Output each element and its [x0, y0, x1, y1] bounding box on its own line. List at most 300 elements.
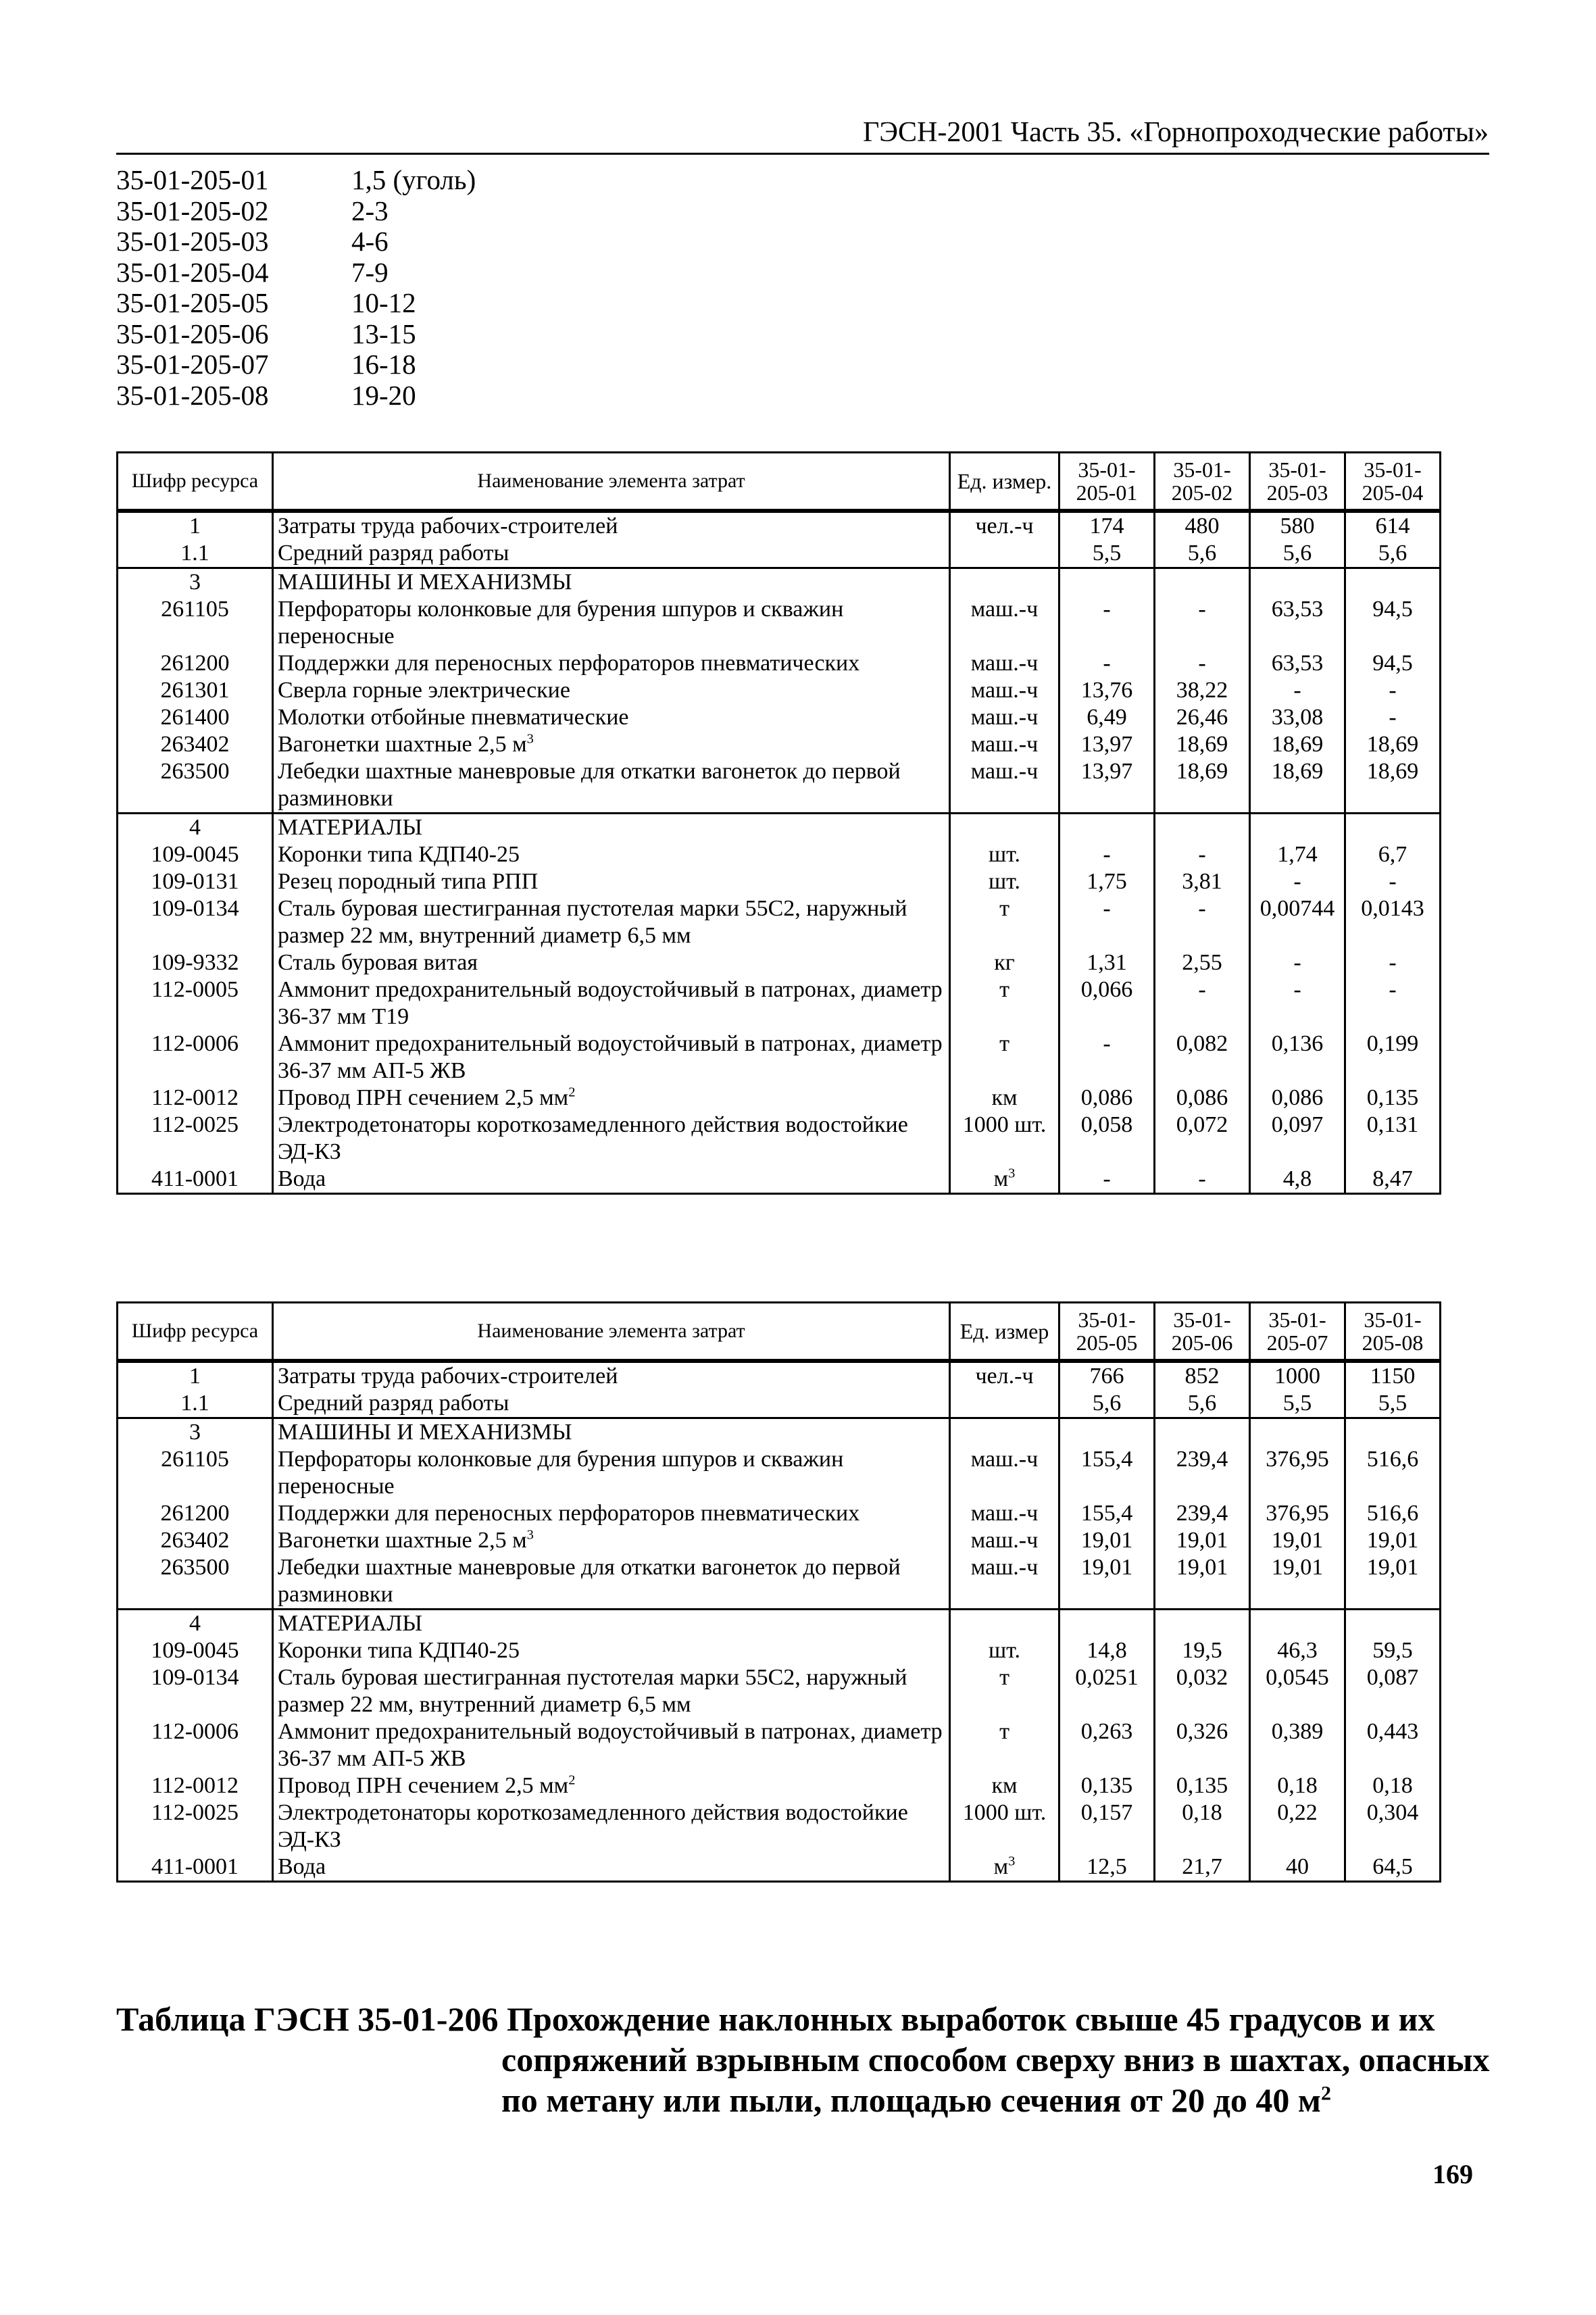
cell-value: -	[1345, 868, 1441, 895]
cell-unit-text: маш.-ч	[970, 1501, 1039, 1526]
cell-value: 239,4	[1155, 1500, 1250, 1527]
code-list-value: 4-6	[351, 226, 389, 257]
code-list-code: 35-01-205-07	[116, 349, 269, 380]
table-row	[118, 1166, 1441, 1194]
cell-unit-text: маш.-ч	[970, 1555, 1039, 1580]
cell-value: 0,389	[1250, 1718, 1345, 1772]
cell-unit-sup: 3	[1008, 1166, 1016, 1181]
cell-value: 3,81	[1155, 868, 1250, 895]
code-list-value: 10-12	[351, 287, 416, 318]
cell-value	[1250, 1418, 1345, 1447]
col-header-norm-bottom: 205-05	[1076, 1330, 1138, 1355]
cell-name-text: Аммонит предохранительный водоустойчивый в патронах, диаметр 36-37 мм Т19	[278, 977, 943, 1029]
cell-value: 0,135	[1059, 1772, 1155, 1799]
cell-name-sup: 2	[568, 1085, 576, 1100]
cell-name-text: Лебедки шахтные маневровые для откатки вагонеток до первой разминовки	[278, 759, 901, 811]
cell-value: 46,3	[1250, 1637, 1345, 1664]
cell-value: 766	[1059, 1361, 1155, 1390]
cell-value: -	[1155, 841, 1250, 868]
cell-unit-text: т	[999, 896, 1009, 921]
cell-unit	[950, 540, 1059, 568]
cell-code: 411-0001	[118, 1853, 273, 1882]
cell-unit	[950, 949, 1059, 976]
cell-unit	[950, 731, 1059, 758]
cell-name-text: Аммонит предохранительный водоустойчивый в патронах, диаметр 36-37 мм АП-5 ЖВ	[278, 1719, 943, 1771]
cell-code: 261200	[118, 1500, 273, 1527]
cell-name	[273, 1527, 950, 1554]
table-row	[118, 1664, 1441, 1718]
cell-value: 40	[1250, 1853, 1345, 1882]
cell-value: 19,01	[1059, 1527, 1155, 1554]
table-row	[118, 976, 1441, 1030]
col-header-norm-top: 35-01-	[1364, 1308, 1422, 1332]
cell-value: 0,131	[1345, 1112, 1441, 1166]
col-header-norm	[1059, 453, 1155, 512]
code-list-item	[116, 288, 476, 319]
cell-code: 112-0006	[118, 1718, 273, 1772]
cell-code: 1.1	[118, 1390, 273, 1418]
cell-code: 1	[118, 1361, 273, 1390]
cell-value: -	[1155, 976, 1250, 1030]
cell-value: 0,199	[1345, 1030, 1441, 1085]
cell-unit-text: чел.-ч	[975, 1364, 1034, 1389]
cell-value: -	[1155, 895, 1250, 949]
cell-code: 261400	[118, 704, 273, 731]
cell-value: 5,5	[1250, 1390, 1345, 1418]
table-row	[118, 895, 1441, 949]
table-row	[118, 731, 1441, 758]
col-header-norm	[1345, 453, 1441, 512]
cell-value: 5,5	[1345, 1390, 1441, 1418]
col-header-norm-top: 35-01-	[1268, 1308, 1326, 1332]
code-list-value: 7-9	[351, 256, 389, 288]
cell-name-text: МАТЕРИАЛЫ	[278, 1611, 423, 1636]
col-header-norm-bottom: 205-06	[1171, 1330, 1233, 1355]
cell-name	[273, 1500, 950, 1527]
col-header-norm-bottom: 205-01	[1076, 480, 1138, 505]
col-header-norm-top: 35-01-	[1173, 457, 1231, 482]
cell-unit	[950, 1500, 1059, 1527]
cell-unit	[950, 868, 1059, 895]
cell-name-text: Затраты труда рабочих-строителей	[278, 514, 618, 539]
cell-value: 94,5	[1345, 596, 1441, 650]
cell-value: 0,18	[1250, 1772, 1345, 1799]
table-row	[118, 758, 1441, 814]
cell-value: 63,53	[1250, 650, 1345, 677]
cell-unit-text: шт.	[989, 842, 1020, 867]
cell-name-text: Провод ПРН сечением 2,5 мм	[278, 1773, 569, 1798]
cell-name-text: Вагонетки шахтные 2,5 м	[278, 732, 527, 757]
cell-value: 18,69	[1250, 758, 1345, 814]
cell-value: 0,032	[1155, 1664, 1250, 1718]
cell-value: 5,6	[1155, 540, 1250, 568]
cell-name-text: Поддержки для переносных перфораторов пневматических	[278, 651, 860, 676]
cell-value: 59,5	[1345, 1637, 1441, 1664]
cell-value: 13,76	[1059, 677, 1155, 704]
cell-code: 3	[118, 568, 273, 597]
table-row	[118, 1637, 1441, 1664]
cell-name	[273, 1112, 950, 1166]
cell-unit	[950, 1446, 1059, 1500]
code-list-item	[116, 196, 476, 227]
code-list-code: 35-01-205-02	[116, 195, 269, 226]
cell-code: 4	[118, 1610, 273, 1638]
code-list-value: 19-20	[351, 379, 416, 411]
cell-unit	[950, 1390, 1059, 1418]
cell-value: 63,53	[1250, 596, 1345, 650]
section-row	[118, 1418, 1441, 1447]
cell-unit	[950, 758, 1059, 814]
cell-unit-text: 1000 шт.	[962, 1800, 1047, 1825]
cell-name	[273, 1030, 950, 1085]
table-header-row	[118, 453, 1441, 512]
cell-value: 0,443	[1345, 1718, 1441, 1772]
cell-name-text: Коронки типа КДП40-25	[278, 1638, 520, 1663]
cell-unit-text: т	[999, 1719, 1009, 1744]
cell-unit-text: маш.-ч	[970, 1528, 1039, 1553]
table-row	[118, 596, 1441, 650]
col-header-norm-bottom: 205-07	[1266, 1330, 1328, 1355]
cell-unit	[950, 1853, 1059, 1882]
cell-name-text: МАШИНЫ И МЕХАНИЗМЫ	[278, 570, 572, 595]
cell-value: 19,01	[1345, 1527, 1441, 1554]
cell-name	[273, 976, 950, 1030]
cell-value: -	[1059, 650, 1155, 677]
cell-code: 109-0131	[118, 868, 273, 895]
cell-value: 14,8	[1059, 1637, 1155, 1664]
cell-value	[1250, 814, 1345, 842]
cell-unit	[950, 976, 1059, 1030]
cell-value: 0,066	[1059, 976, 1155, 1030]
cell-value: 19,01	[1059, 1554, 1155, 1610]
code-list-code: 35-01-205-08	[116, 379, 269, 411]
code-list	[116, 165, 476, 411]
table-row	[118, 1085, 1441, 1112]
cell-value: -	[1250, 677, 1345, 704]
cell-value: -	[1059, 1166, 1155, 1194]
cell-unit-text: чел.-ч	[975, 514, 1034, 539]
table-row	[118, 1718, 1441, 1772]
cell-name-text: Сверла горные электрические	[278, 678, 570, 703]
cell-code: 112-0025	[118, 1799, 273, 1853]
cell-value: 614	[1345, 511, 1441, 540]
cell-value: 155,4	[1059, 1500, 1155, 1527]
cell-value: 174	[1059, 511, 1155, 540]
cell-value: -	[1250, 949, 1345, 976]
table-row	[118, 650, 1441, 677]
cell-value: 376,95	[1250, 1500, 1345, 1527]
cell-unit-text: маш.-ч	[970, 678, 1039, 703]
cell-value: 155,4	[1059, 1446, 1155, 1500]
cell-value: 0,157	[1059, 1799, 1155, 1853]
cell-code: 1	[118, 511, 273, 540]
cell-value: -	[1059, 1030, 1155, 1085]
cell-value: 0,326	[1155, 1718, 1250, 1772]
code-list-item	[116, 226, 476, 257]
cell-name-text: Провод ПРН сечением 2,5 мм	[278, 1085, 569, 1110]
cell-code: 112-0025	[118, 1112, 273, 1166]
col-header-norm	[1345, 1303, 1441, 1362]
code-list-code: 35-01-205-04	[116, 256, 269, 288]
cell-value: 0,058	[1059, 1112, 1155, 1166]
cell-unit	[950, 1664, 1059, 1718]
running-header: ГЭСН-2001 Часть 35. «Горнопроходческие работы»	[863, 117, 1489, 148]
cell-name-text: Вода	[278, 1166, 326, 1191]
cell-value: 0,086	[1250, 1085, 1345, 1112]
cell-value: -	[1345, 976, 1441, 1030]
cell-name	[273, 596, 950, 650]
cell-value: 19,5	[1155, 1637, 1250, 1664]
cell-name-text: Перфораторы колонковые для бурения шпуров и скважин переносные	[278, 597, 844, 649]
cell-code: 1.1	[118, 540, 273, 568]
cell-unit	[950, 1718, 1059, 1772]
table-row	[118, 1390, 1441, 1418]
cell-value	[1250, 1610, 1345, 1638]
col-header-name: Наименование элемента затрат	[273, 1303, 950, 1362]
cell-value: -	[1250, 868, 1345, 895]
cell-value: 0,18	[1155, 1799, 1250, 1853]
cell-value: 5,6	[1059, 1390, 1155, 1418]
cell-name	[273, 1418, 950, 1447]
cell-name	[273, 540, 950, 568]
cell-name-text: МАШИНЫ И МЕХАНИЗМЫ	[278, 1420, 572, 1445]
cell-value: 18,69	[1345, 731, 1441, 758]
resource-table-1	[116, 451, 1441, 1195]
cell-name	[273, 568, 950, 597]
cell-value: 19,01	[1250, 1527, 1345, 1554]
cell-value	[1345, 1418, 1441, 1447]
cell-unit	[950, 1030, 1059, 1085]
cell-name	[273, 814, 950, 842]
cell-value	[1345, 1610, 1441, 1638]
col-header-norm-top: 35-01-	[1268, 457, 1326, 482]
cell-value	[1250, 568, 1345, 597]
cell-name-text: Электродетонаторы короткозамедленного действия водостойкие ЭД-КЗ	[278, 1112, 908, 1164]
cell-name	[273, 1799, 950, 1853]
code-list-value: 16-18	[351, 349, 416, 380]
cell-value: 0,082	[1155, 1030, 1250, 1085]
cell-name-sup: 2	[568, 1772, 576, 1788]
cell-name	[273, 677, 950, 704]
col-header-norm-bottom: 205-04	[1362, 480, 1424, 505]
cell-unit-sup: 3	[1008, 1853, 1016, 1869]
cell-value: 4,8	[1250, 1166, 1345, 1194]
section-title-line1: Таблица ГЭСН 35-01-206 Прохождение наклонных выработок свыше 45 градусов и их	[116, 2000, 1435, 2038]
cell-code: 3	[118, 1418, 273, 1447]
cell-unit-text: т	[999, 1665, 1009, 1690]
cell-value: 480	[1155, 511, 1250, 540]
cell-value: 19,01	[1155, 1527, 1250, 1554]
cell-code: 261105	[118, 596, 273, 650]
cell-value: 6,49	[1059, 704, 1155, 731]
cell-name	[273, 758, 950, 814]
section-title	[116, 1999, 1490, 2120]
cell-name-sup: 3	[526, 1527, 534, 1543]
cell-value: 64,5	[1345, 1853, 1441, 1882]
col-header-unit: Ед. измер	[950, 1303, 1059, 1362]
cell-value: 0,135	[1155, 1772, 1250, 1799]
cell-value: 6,7	[1345, 841, 1441, 868]
section-row	[118, 568, 1441, 597]
cell-name-sup: 3	[526, 731, 534, 747]
cell-name-text: Перфораторы колонковые для бурения шпуров и скважин переносные	[278, 1447, 844, 1499]
cell-value: 19,01	[1250, 1554, 1345, 1610]
table-row	[118, 1446, 1441, 1500]
cell-value: 852	[1155, 1361, 1250, 1390]
cell-name	[273, 1361, 950, 1390]
col-header-norm-bottom: 205-03	[1266, 480, 1328, 505]
cell-value	[1345, 568, 1441, 597]
cell-unit	[950, 677, 1059, 704]
cell-name	[273, 511, 950, 540]
table-row	[118, 540, 1441, 568]
cell-unit-text: км	[991, 1773, 1018, 1798]
col-header-norm-top: 35-01-	[1078, 1308, 1136, 1332]
cell-code: 411-0001	[118, 1166, 273, 1194]
cell-name	[273, 704, 950, 731]
cell-unit	[950, 704, 1059, 731]
table-row	[118, 1772, 1441, 1799]
cell-value: 516,6	[1345, 1446, 1441, 1500]
cell-name	[273, 868, 950, 895]
cell-unit	[950, 1637, 1059, 1664]
cell-name	[273, 1610, 950, 1638]
cell-name	[273, 1664, 950, 1718]
cell-code: 112-0012	[118, 1772, 273, 1799]
cell-unit	[950, 1527, 1059, 1554]
cell-code: 109-0134	[118, 1664, 273, 1718]
section-row	[118, 1361, 1441, 1390]
cell-value	[1155, 568, 1250, 597]
cell-unit	[950, 568, 1059, 597]
cell-value: 1,74	[1250, 841, 1345, 868]
cell-value: 5,6	[1155, 1390, 1250, 1418]
cell-value: 94,5	[1345, 650, 1441, 677]
cell-unit-text: кг	[994, 950, 1015, 975]
code-list-item	[116, 257, 476, 289]
cell-name-text: Сталь буровая шестигранная пустотелая марки 55С2, наружный размер 22 мм, внутренний диаметр 6,5 мм	[278, 1665, 907, 1717]
cell-code: 261301	[118, 677, 273, 704]
cell-unit	[950, 814, 1059, 842]
col-header-norm-top: 35-01-	[1364, 457, 1422, 482]
cell-name	[273, 1637, 950, 1664]
col-header-norm-bottom: 205-02	[1171, 480, 1233, 505]
cell-value: 19,01	[1345, 1554, 1441, 1610]
cell-value: 18,69	[1155, 758, 1250, 814]
cell-unit-text: маш.-ч	[970, 651, 1039, 676]
cell-value: 0,0251	[1059, 1664, 1155, 1718]
cell-name-text: Лебедки шахтные маневровые для откатки вагонеток до первой разминовки	[278, 1555, 901, 1607]
cell-name-text: Вагонетки шахтные 2,5 м	[278, 1528, 527, 1553]
cell-unit	[950, 1085, 1059, 1112]
col-header-name: Наименование элемента затрат	[273, 453, 950, 512]
table-row	[118, 1799, 1441, 1853]
code-list-code: 35-01-205-03	[116, 226, 269, 257]
cell-name-text: Средний разряд работы	[278, 1391, 509, 1416]
cell-name-text: Аммонит предохранительный водоустойчивый в патронах, диаметр 36-37 мм АП-5 ЖВ	[278, 1031, 943, 1083]
cell-unit-text: маш.-ч	[970, 597, 1039, 622]
section-title-line3-text: по метану или пыли, площадью сечения от 20 до 40 м	[501, 2081, 1321, 2119]
code-list-item	[116, 319, 476, 350]
cell-value: -	[1345, 949, 1441, 976]
cell-code: 4	[118, 814, 273, 842]
cell-value: 0,304	[1345, 1799, 1441, 1853]
cell-name	[273, 650, 950, 677]
cell-value: -	[1155, 596, 1250, 650]
cell-unit	[950, 895, 1059, 949]
cell-unit	[950, 1166, 1059, 1194]
cell-value: 8,47	[1345, 1166, 1441, 1194]
col-header-norm	[1059, 1303, 1155, 1362]
col-header-code: Шифр ресурса	[118, 453, 273, 512]
cell-name-text: Коронки типа КДП40-25	[278, 842, 520, 867]
cell-value: 0,263	[1059, 1718, 1155, 1772]
cell-code: 109-0134	[118, 895, 273, 949]
cell-unit-text: т	[999, 977, 1009, 1002]
section-row	[118, 814, 1441, 842]
cell-unit-text: шт.	[989, 869, 1020, 894]
cell-unit-text: т	[999, 1031, 1009, 1056]
cell-name	[273, 1446, 950, 1500]
cell-value: 516,6	[1345, 1500, 1441, 1527]
cell-value: 0,0143	[1345, 895, 1441, 949]
cell-value: 0,097	[1250, 1112, 1345, 1166]
section-title-line2: сопряжений взрывным способом сверху вниз в шахтах, опасных	[501, 2041, 1490, 2078]
section-row	[118, 1610, 1441, 1638]
table-header-row	[118, 1303, 1441, 1362]
cell-value	[1345, 814, 1441, 842]
cell-name-text: Сталь буровая шестигранная пустотелая марки 55С2, наружный размер 22 мм, внутренний диаметр 6,5 мм	[278, 896, 907, 948]
cell-name	[273, 731, 950, 758]
cell-value: 0,072	[1155, 1112, 1250, 1166]
section-title-line3	[116, 2080, 1474, 2120]
cell-value: 5,6	[1250, 540, 1345, 568]
cell-value: 18,69	[1155, 731, 1250, 758]
section-title-line3-sup: 2	[1321, 2082, 1331, 2105]
cell-value: -	[1059, 596, 1155, 650]
cell-name	[273, 1772, 950, 1799]
table-row	[118, 1527, 1441, 1554]
cell-code: 263402	[118, 1527, 273, 1554]
col-header-norm	[1250, 453, 1345, 512]
cell-name-text: Сталь буровая витая	[278, 950, 478, 975]
cell-unit-text: маш.-ч	[970, 759, 1039, 784]
cell-value: 19,01	[1155, 1554, 1250, 1610]
cell-value: 18,69	[1250, 731, 1345, 758]
cell-name	[273, 1718, 950, 1772]
code-list-code: 35-01-205-05	[116, 287, 269, 318]
cell-value: -	[1059, 841, 1155, 868]
table-row	[118, 1030, 1441, 1085]
cell-unit	[950, 1361, 1059, 1390]
cell-code: 109-0045	[118, 1637, 273, 1664]
cell-unit-text: шт.	[989, 1638, 1020, 1663]
col-header-norm-bottom: 205-08	[1362, 1330, 1424, 1355]
cell-value: 1150	[1345, 1361, 1441, 1390]
cell-unit-text: маш.-ч	[970, 732, 1039, 757]
code-list-item	[116, 165, 476, 196]
cell-unit	[950, 1554, 1059, 1610]
table-row	[118, 1500, 1441, 1527]
cell-value: 0,0545	[1250, 1664, 1345, 1718]
cell-value: 2,55	[1155, 949, 1250, 976]
cell-value: 26,46	[1155, 704, 1250, 731]
resource-table-2	[116, 1301, 1441, 1883]
cell-value: 18,69	[1345, 758, 1441, 814]
code-list-item	[116, 349, 476, 380]
cell-value: 580	[1250, 511, 1345, 540]
code-list-value: 2-3	[351, 195, 389, 226]
